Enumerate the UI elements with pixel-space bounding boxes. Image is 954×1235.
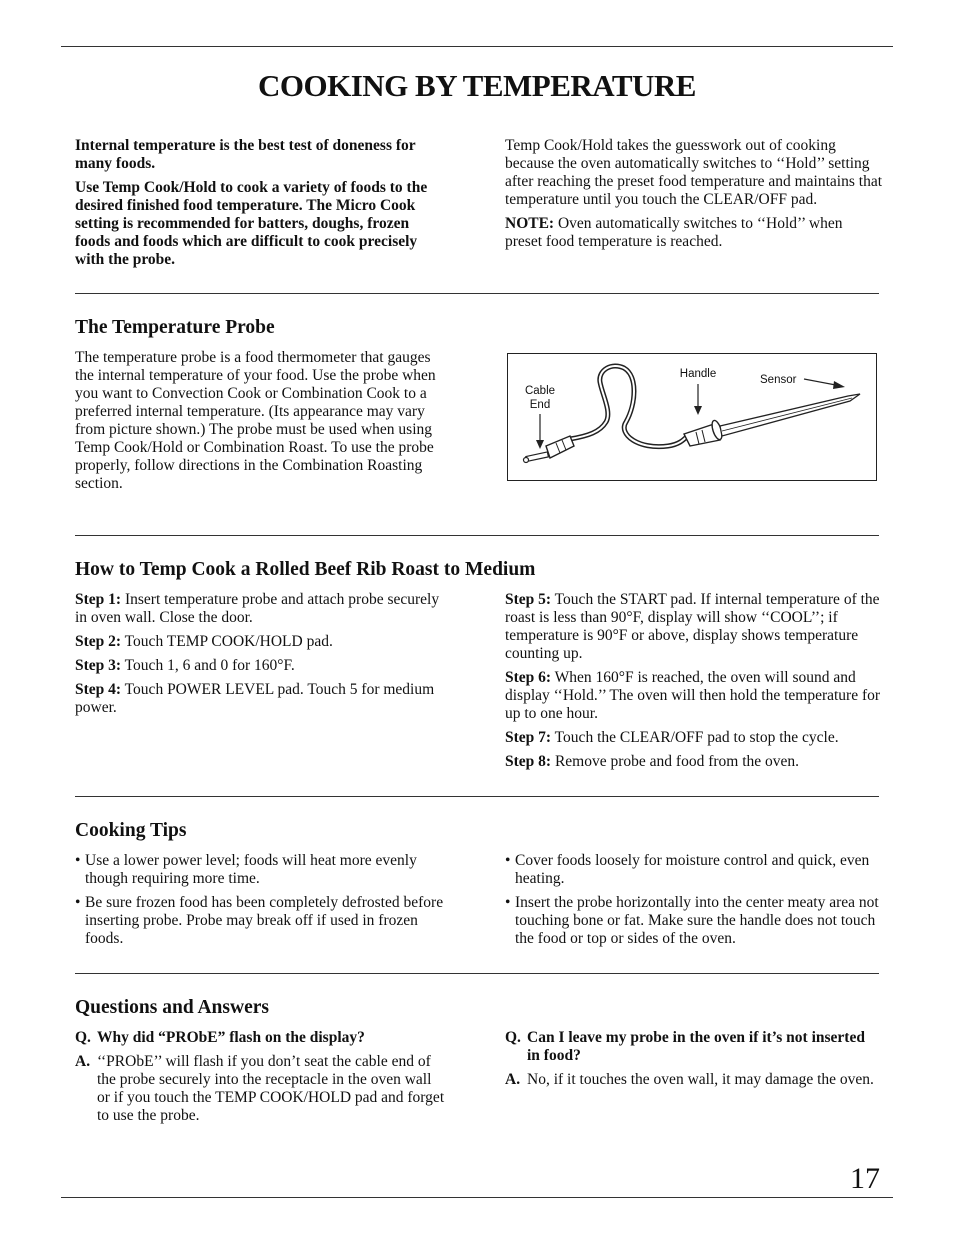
intro-left-column [75, 137, 447, 269]
handle-label: Handle [679, 368, 717, 380]
intro-note [505, 215, 883, 251]
tip-text: Be sure frozen food has been completely defrosted before inserting probe. Probe may break off if used in frozen foods. [85, 894, 444, 947]
step-8 [505, 753, 881, 771]
probe-heading: The Temperature Probe [75, 317, 275, 338]
bullet-mark: • [75, 852, 81, 869]
probe-illustration [508, 354, 876, 480]
step-label: Step 7: [505, 729, 552, 746]
step-label: Step 6: [505, 669, 552, 686]
section-divider [75, 973, 879, 974]
q-label: Q. [75, 1029, 91, 1046]
step-label: Step 5: [505, 591, 552, 608]
step-label: Step 2: [75, 633, 122, 650]
step-text: Touch POWER LEVEL pad. Touch 5 for medium power. [75, 681, 435, 716]
a-label: A. [505, 1071, 521, 1088]
step-label: Step 1: [75, 591, 122, 608]
answer [505, 1071, 881, 1089]
step-label: Step 4: [75, 681, 122, 698]
question [505, 1029, 881, 1065]
probe-figure [507, 353, 877, 481]
sensor-label: Sensor [760, 374, 797, 386]
page-number: 17 [850, 1162, 880, 1195]
step-6 [505, 669, 881, 723]
step-text: Touch the START pad. If internal temperature of the roast is less than 90°F, display will show ‘‘COOL’’; if temperature is 90°F or above, display shows temperature counting up. [505, 591, 880, 662]
step-text: Touch TEMP COOK/HOLD pad. [121, 633, 333, 650]
section-divider [75, 293, 879, 294]
tip-item [75, 894, 445, 948]
step-2 [75, 633, 445, 651]
step-3 [75, 657, 445, 675]
tip-text: Insert the probe horizontally into the center meaty area not touching bone or fat. Make sure the handle does not touch the food or top or sides of the oven. [515, 894, 879, 947]
intro-paragraph-3: Temp Cook/Hold takes the guesswork out of cooking because the oven automatically switches to ‘‘Hold’’ setting after reaching the preset food temperature and maintains that temperature until you touch the CLEAR/OFF pad. [505, 137, 883, 208]
tip-text: Cover foods loosely for moisture control and quick, even heating. [515, 852, 870, 887]
probe-text: The temperature probe is a food thermometer that gauges the internal temperature of your food. Use the probe when you want to Convection Cook or Combination Cook to a preferred internal temperature. (Its appearance may vary from picture shown.) The probe must be used when using Temp Cook/Hold or Combination Roast. To use the probe properly, follow directions in the Combination Roasting section. [75, 349, 436, 492]
tip-text: Use a lower power level; foods will heat more evenly though requiring more time. [85, 852, 417, 887]
step-label: Step 3: [75, 657, 122, 674]
step-5 [505, 591, 881, 663]
note-label: NOTE: [505, 215, 555, 232]
step-text: Insert temperature probe and attach probe securely in oven wall. Close the door. [75, 591, 440, 626]
howto-heading: How to Temp Cook a Rolled Beef Rib Roast to Medium [75, 559, 536, 580]
qa-heading: Questions and Answers [75, 997, 269, 1018]
step-text: Touch 1, 6 and 0 for 160°F. [121, 657, 295, 674]
step-7 [505, 729, 881, 747]
step-text: Touch the CLEAR/OFF pad to stop the cycle. [551, 729, 839, 746]
a-label: A. [75, 1053, 91, 1070]
question-text: Can I leave my probe in the oven if it’s not inserted in food? [527, 1029, 865, 1064]
step-text: When 160°F is reached, the oven will sound and display ‘‘Hold.’’ The oven will then hold the temperature for up to one hour. [505, 669, 881, 722]
bullet-mark: • [505, 852, 511, 869]
section-divider [75, 796, 879, 797]
probe-handle-shape [684, 419, 724, 446]
question-text: Why did “PRObE” flash on the display? [97, 1029, 365, 1046]
note-text: Oven automatically switches to ‘‘Hold’’ when preset food temperature is reached. [505, 215, 843, 250]
step-1 [75, 591, 445, 627]
tips-right-column [505, 852, 881, 948]
steps-left-column [75, 591, 445, 717]
question [75, 1029, 447, 1047]
tip-item [505, 894, 881, 948]
intro-paragraph-2: Use Temp Cook/Hold to cook a variety of foods to the desired finished food temperature. The Micro Cook setting is recommended for batters, doughs, frozen foods and foods which are difficult to cook precisely with the probe. [75, 179, 428, 268]
probe-sensor-rod [720, 394, 860, 436]
answer [75, 1053, 447, 1125]
bottom-rule [61, 1197, 893, 1198]
section-divider [75, 535, 879, 536]
tip-item [505, 852, 881, 888]
intro-right-column [505, 137, 883, 251]
intro-paragraph-1: Internal temperature is the best test of doneness for many foods. [75, 137, 416, 172]
cable-label-line1: Cable [524, 385, 556, 397]
qa-right-column [505, 1029, 881, 1089]
step-label: Step 8: [505, 753, 552, 770]
step-text: Remove probe and food from the oven. [551, 753, 800, 770]
tip-item [75, 852, 445, 888]
bullet-mark: • [75, 894, 81, 911]
answer-text: ‘‘PRObE’’ will flash if you don’t seat the cable end of the probe securely into the receptacle in the oven wall or if you touch the TEMP COOK/HOLD pad and forget to use the probe. [97, 1053, 445, 1124]
cable-label-line2: End [529, 399, 551, 411]
bullet-mark: • [505, 894, 511, 911]
step-4 [75, 681, 445, 717]
cable-end-plug [524, 436, 575, 463]
answer-text: No, if it touches the oven wall, it may damage the oven. [527, 1071, 874, 1088]
top-rule [61, 46, 893, 47]
tips-heading: Cooking Tips [75, 820, 187, 841]
tips-left-column [75, 852, 445, 948]
steps-right-column [505, 591, 881, 771]
q-label: Q. [505, 1029, 521, 1046]
probe-description [75, 349, 445, 493]
qa-left-column [75, 1029, 447, 1125]
page-title: COOKING BY TEMPERATURE [258, 68, 696, 103]
